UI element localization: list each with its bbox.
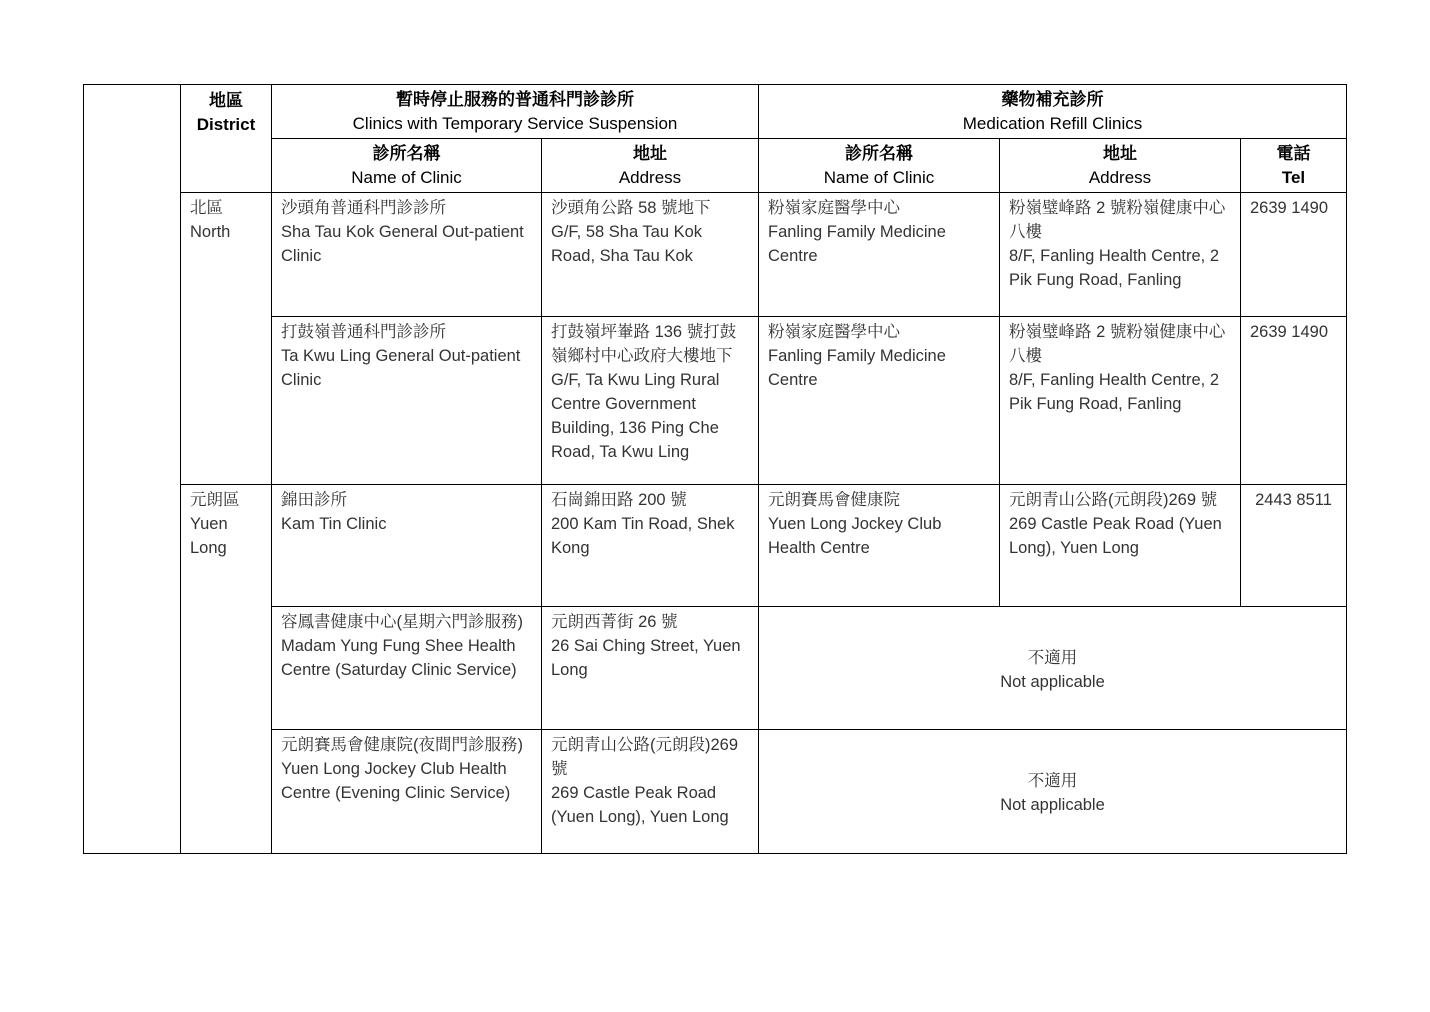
clinic-cell: 錦田診所 Kam Tin Clinic: [272, 485, 542, 607]
refill-address-cell: 元朗青山公路(元朗段)269 號 269 Castle Peak Road (Yuen Long), Yuen Long: [1000, 485, 1241, 607]
header-refill-address: 地址 Address: [1000, 139, 1241, 193]
table-row: [84, 730, 1347, 854]
tel-cell: 2443 8511: [1241, 485, 1347, 607]
clinic-table: [83, 84, 1347, 854]
blank-column: [84, 85, 181, 854]
address-cell: 元朗西菁街 26 號 26 Sai Ching Street, Yuen Long: [542, 607, 759, 730]
tel-cell: 2639 1490: [1241, 193, 1347, 317]
refill-clinic-cell: 粉嶺家庭醫學中心 Fanling Family Medicine Centre: [759, 193, 1000, 317]
refill-clinic-cell: 元朗賽馬會健康院 Yuen Long Jockey Club Health Centre: [759, 485, 1000, 607]
address-cell: 石崗錦田路 200 號 200 Kam Tin Road, Shek Kong: [542, 485, 759, 607]
clinic-cell: 打鼓嶺普通科門診診所 Ta Kwu Ling General Out-patient Clinic: [272, 317, 542, 485]
header-refill-name: 診所名稱 Name of Clinic: [759, 139, 1000, 193]
district-cell: 元朗區 Yuen Long: [181, 485, 272, 854]
not-applicable-cell: 不適用 Not applicable: [759, 730, 1347, 854]
address-cell: 打鼓嶺坪輋路 136 號打鼓嶺鄉村中心政府大樓地下 G/F, Ta Kwu Ling Rural Centre Government Building, 136 Ping Che Road, Ta Kwu Ling: [542, 317, 759, 485]
not-applicable-cell: 不適用 Not applicable: [759, 607, 1347, 730]
header-suspended: 暫時停止服務的普通科門診診所 Clinics with Temporary Service Suspension: [272, 85, 759, 139]
table-row: [84, 317, 1347, 485]
tel-cell: 2639 1490: [1241, 317, 1347, 485]
clinic-cell: 沙頭角普通科門診診所 Sha Tau Kok General Out-patient Clinic: [272, 193, 542, 317]
address-cell: 沙頭角公路 58 號地下 G/F, 58 Sha Tau Kok Road, Sha Tau Kok: [542, 193, 759, 317]
clinic-cell: 元朗賽馬會健康院(夜間門診服務) Yuen Long Jockey Club Health Centre (Evening Clinic Service): [272, 730, 542, 854]
header-refill: 藥物補充診所 Medication Refill Clinics: [759, 85, 1347, 139]
clinic-cell: 容鳳書健康中心(星期六門診服務) Madam Yung Fung Shee Health Centre (Saturday Clinic Service): [272, 607, 542, 730]
refill-clinic-cell: 粉嶺家庭醫學中心 Fanling Family Medicine Centre: [759, 317, 1000, 485]
refill-address-cell: 粉嶺璧峰路 2 號粉嶺健康中心八樓 8/F, Fanling Health Centre, 2 Pik Fung Road, Fanling: [1000, 317, 1241, 485]
table-row: [84, 607, 1347, 730]
header-tel: 電話 Tel: [1241, 139, 1347, 193]
header-address: 地址 Address: [542, 139, 759, 193]
table-row: [84, 193, 1347, 317]
refill-address-cell: 粉嶺璧峰路 2 號粉嶺健康中心八樓 8/F, Fanling Health Centre, 2 Pik Fung Road, Fanling: [1000, 193, 1241, 317]
header-district: 地區 District: [181, 85, 272, 193]
table-row: [84, 485, 1347, 607]
address-cell: 元朗青山公路(元朗段)269 號 269 Castle Peak Road (Yuen Long), Yuen Long: [542, 730, 759, 854]
district-cell: 北區 North: [181, 193, 272, 485]
header-name: 診所名稱 Name of Clinic: [272, 139, 542, 193]
